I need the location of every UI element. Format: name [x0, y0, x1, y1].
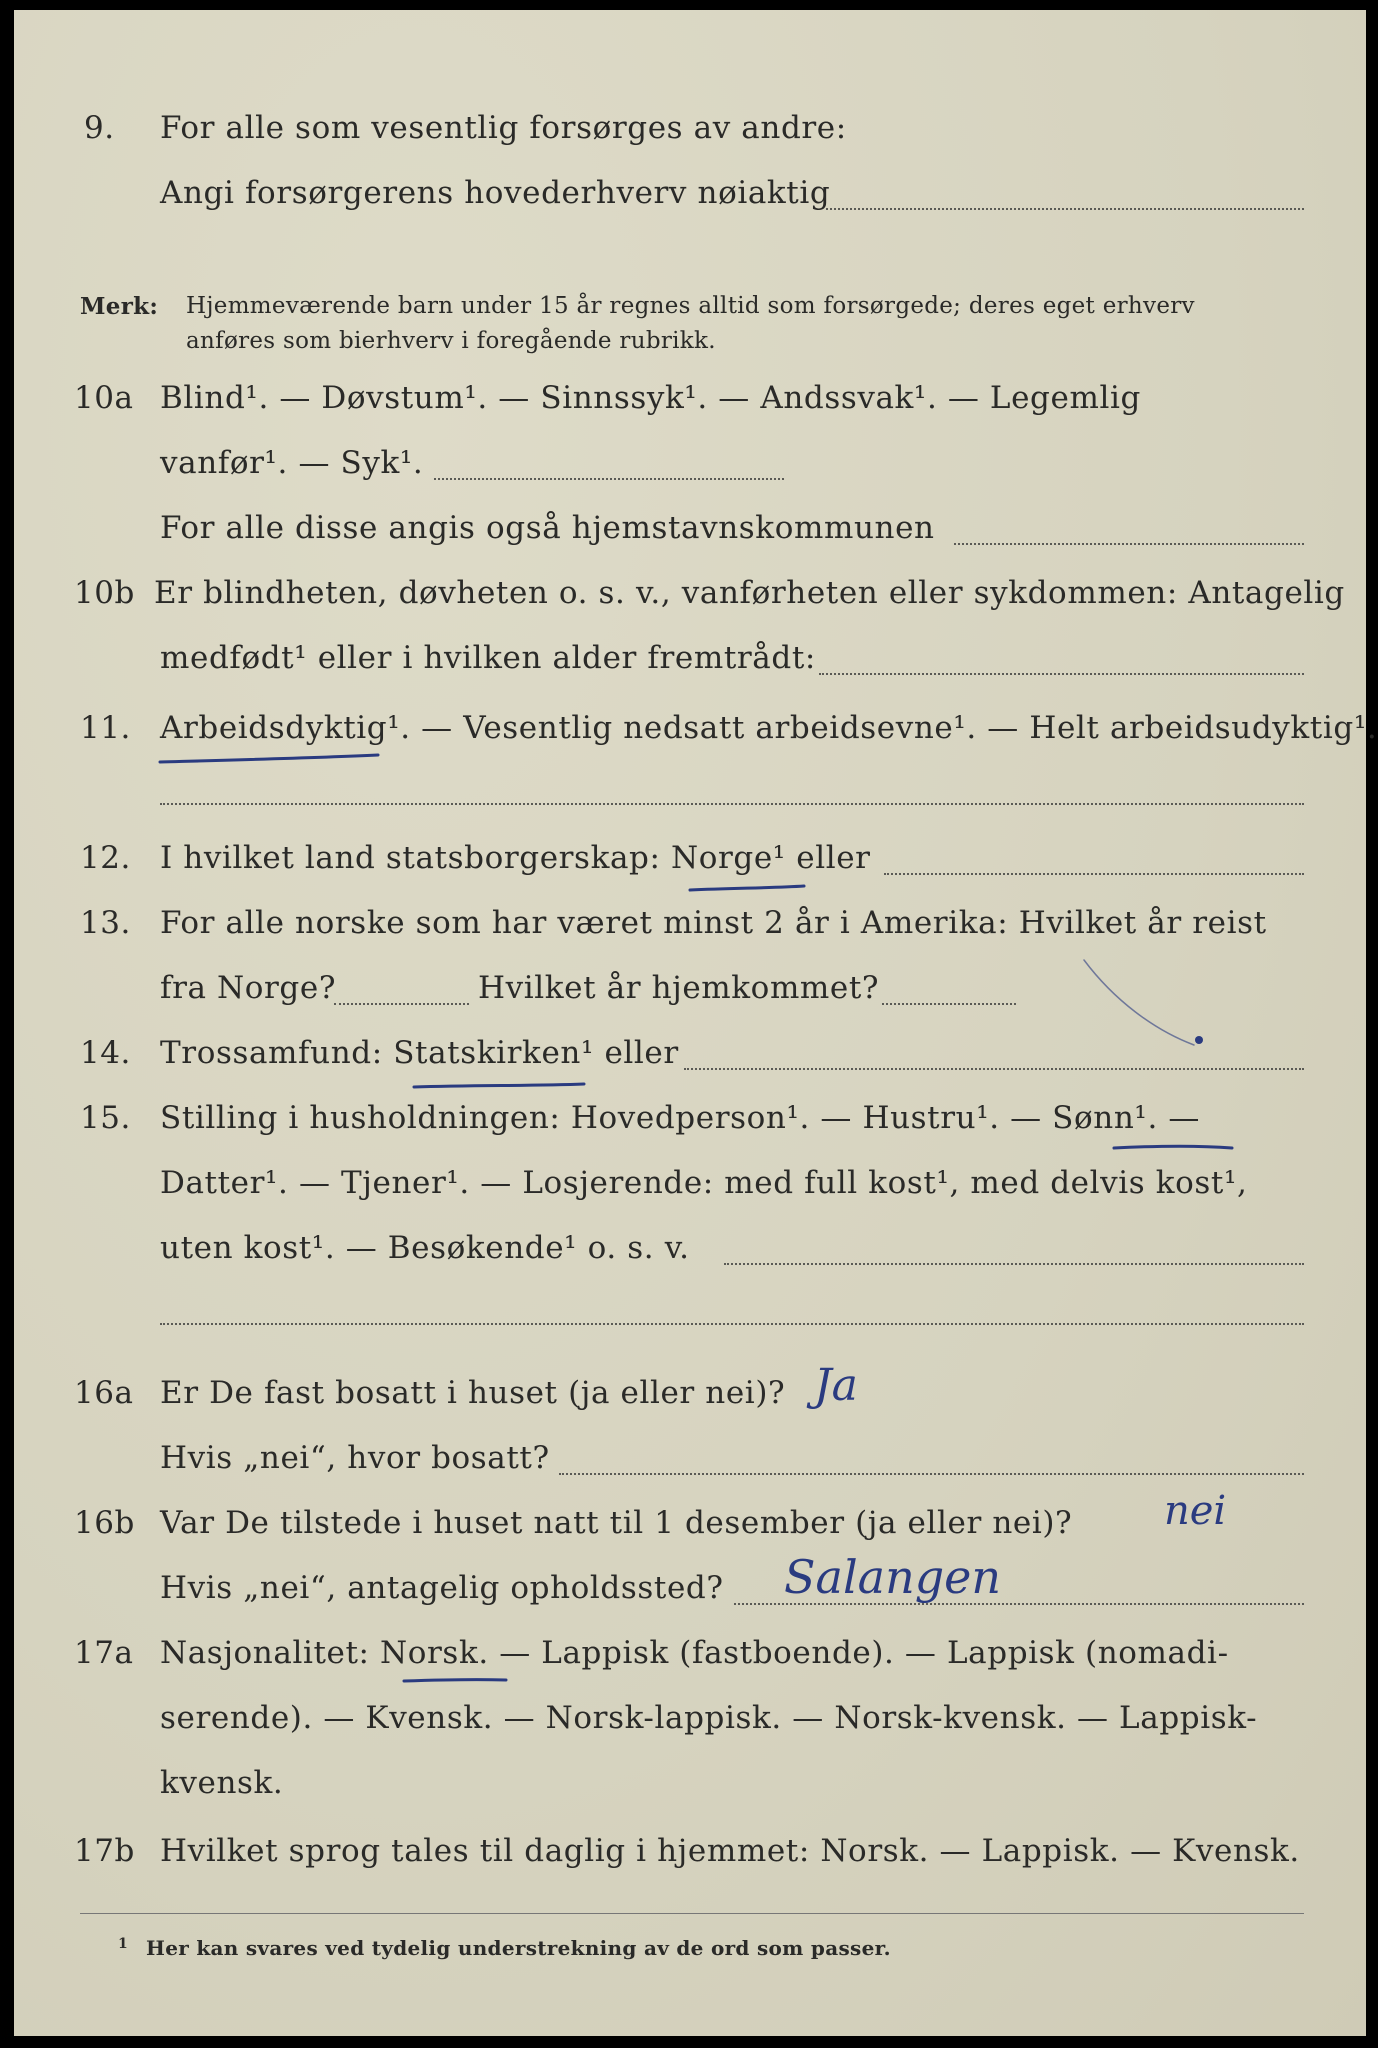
merk-label: Merk:: [80, 293, 159, 320]
q10a-line1: Blind¹. — Døvstum¹. — Sinnssyk¹. — Andssvak¹. — Legemlig: [160, 380, 1141, 416]
q16b-handwritten-answer2: Salangen: [784, 1550, 1001, 1604]
q17a-line2: serende). — Kvensk. — Norsk-lappisk. — Norsk-kvensk. — Lappisk-: [160, 1700, 1258, 1736]
q16a-line2: Hvis „nei“, hvor bosatt?: [160, 1440, 550, 1476]
q10a-number: 10a: [74, 380, 134, 416]
q13-line2a: fra Norge?: [160, 970, 337, 1006]
footnote-text: Her kan svares ved tydelig understrekning av de ord som passer.: [146, 1936, 891, 1960]
q11-number: 11.: [80, 710, 131, 746]
q16b-line2: Hvis „nei“, antagelig opholdssted?: [160, 1570, 724, 1606]
q15-underline: [1114, 1146, 1232, 1148]
q13-line1: For alle norske som har været minst 2 år i Amerika: Hvilket år reist: [160, 905, 1267, 941]
q16a-handwritten-answer: Ja: [814, 1360, 858, 1411]
q13-number: 13.: [80, 905, 131, 941]
q17a-line3: kvensk.: [160, 1765, 284, 1801]
q17b-number: 17b: [74, 1833, 135, 1869]
q16b-handwritten-answer1: nei: [1164, 1488, 1227, 1534]
q13-line2b: Hvilket år hjemkommet?: [478, 970, 880, 1006]
q15-number: 15.: [80, 1100, 131, 1136]
q12-underline: [690, 886, 804, 890]
q16a-number: 16a: [74, 1375, 134, 1411]
q10a-line3: For alle disse angis også hjemstavnskommunen: [160, 510, 935, 546]
stray-dot: [1195, 1036, 1203, 1044]
merk-line2: anføres som bierhverv i foregående rubrikk.: [186, 328, 716, 354]
q15-line1: Stilling i husholdningen: Hovedperson¹. — Hustru¹. — Sønn¹. —: [160, 1100, 1200, 1136]
stray-stroke: [1084, 960, 1194, 1045]
q12-number: 12.: [80, 840, 131, 876]
q16a-line1: Er De fast bosatt i huset (ja eller nei)?: [160, 1375, 786, 1411]
handwritten-marks: [14, 10, 1366, 2036]
q17b-line1: Hvilket sprog tales til daglig i hjemmet: Norsk. — Lappisk. — Kvensk.: [160, 1833, 1300, 1869]
q16b-line1: Var De tilstede i huset natt til 1 desember (ja eller nei)?: [160, 1505, 1073, 1541]
census-form-page: [14, 10, 1378, 2036]
merk-line1: Hjemmeværende barn under 15 år regnes alltid som forsørgede; deres eget erhverv: [186, 293, 1195, 319]
q16b-number: 16b: [74, 1505, 135, 1541]
q14-number: 14.: [80, 1035, 131, 1071]
q17a-underline: [404, 1680, 506, 1681]
q9-line1: For alle som vesentlig forsørges av andre:: [160, 110, 847, 146]
q17a-number: 17a: [74, 1635, 134, 1671]
q10b-line2: medfødt¹ eller i hvilken alder fremtrådt:: [160, 640, 816, 676]
q15-line2: Datter¹. — Tjener¹. — Losjerende: med full kost¹, med delvis kost¹,: [160, 1165, 1248, 1201]
q15-line3: uten kost¹. — Besøkende¹ o. s. v.: [160, 1230, 690, 1266]
q11-line1: Arbeidsdyktig¹. — Vesentlig nedsatt arbeidsevne¹. — Helt arbeidsudyktig¹.: [160, 710, 1378, 746]
q14-line1: Trossamfund: Statskirken¹ eller: [160, 1035, 679, 1071]
q9-number: 9.: [84, 110, 115, 146]
q12-line1: I hvilket land statsborgerskap: Norge¹ eller: [160, 840, 871, 876]
q11-underline: [160, 755, 378, 762]
q14-underline: [414, 1084, 584, 1087]
q17a-line1: Nasjonalitet: Norsk. — Lappisk (fastboende). — Lappisk (nomadi-: [160, 1635, 1229, 1671]
q10b-number: 10b: [74, 575, 135, 611]
q10b-line1: Er blindheten, døvheten o. s. v., vanførheten eller sykdommen: Antagelig: [154, 575, 1345, 611]
footnote-mark: 1: [118, 1936, 129, 1952]
q10a-line2: vanfør¹. — Syk¹.: [160, 445, 424, 481]
q9-line2: Angi forsørgerens hovederhverv nøiaktig: [160, 175, 831, 211]
